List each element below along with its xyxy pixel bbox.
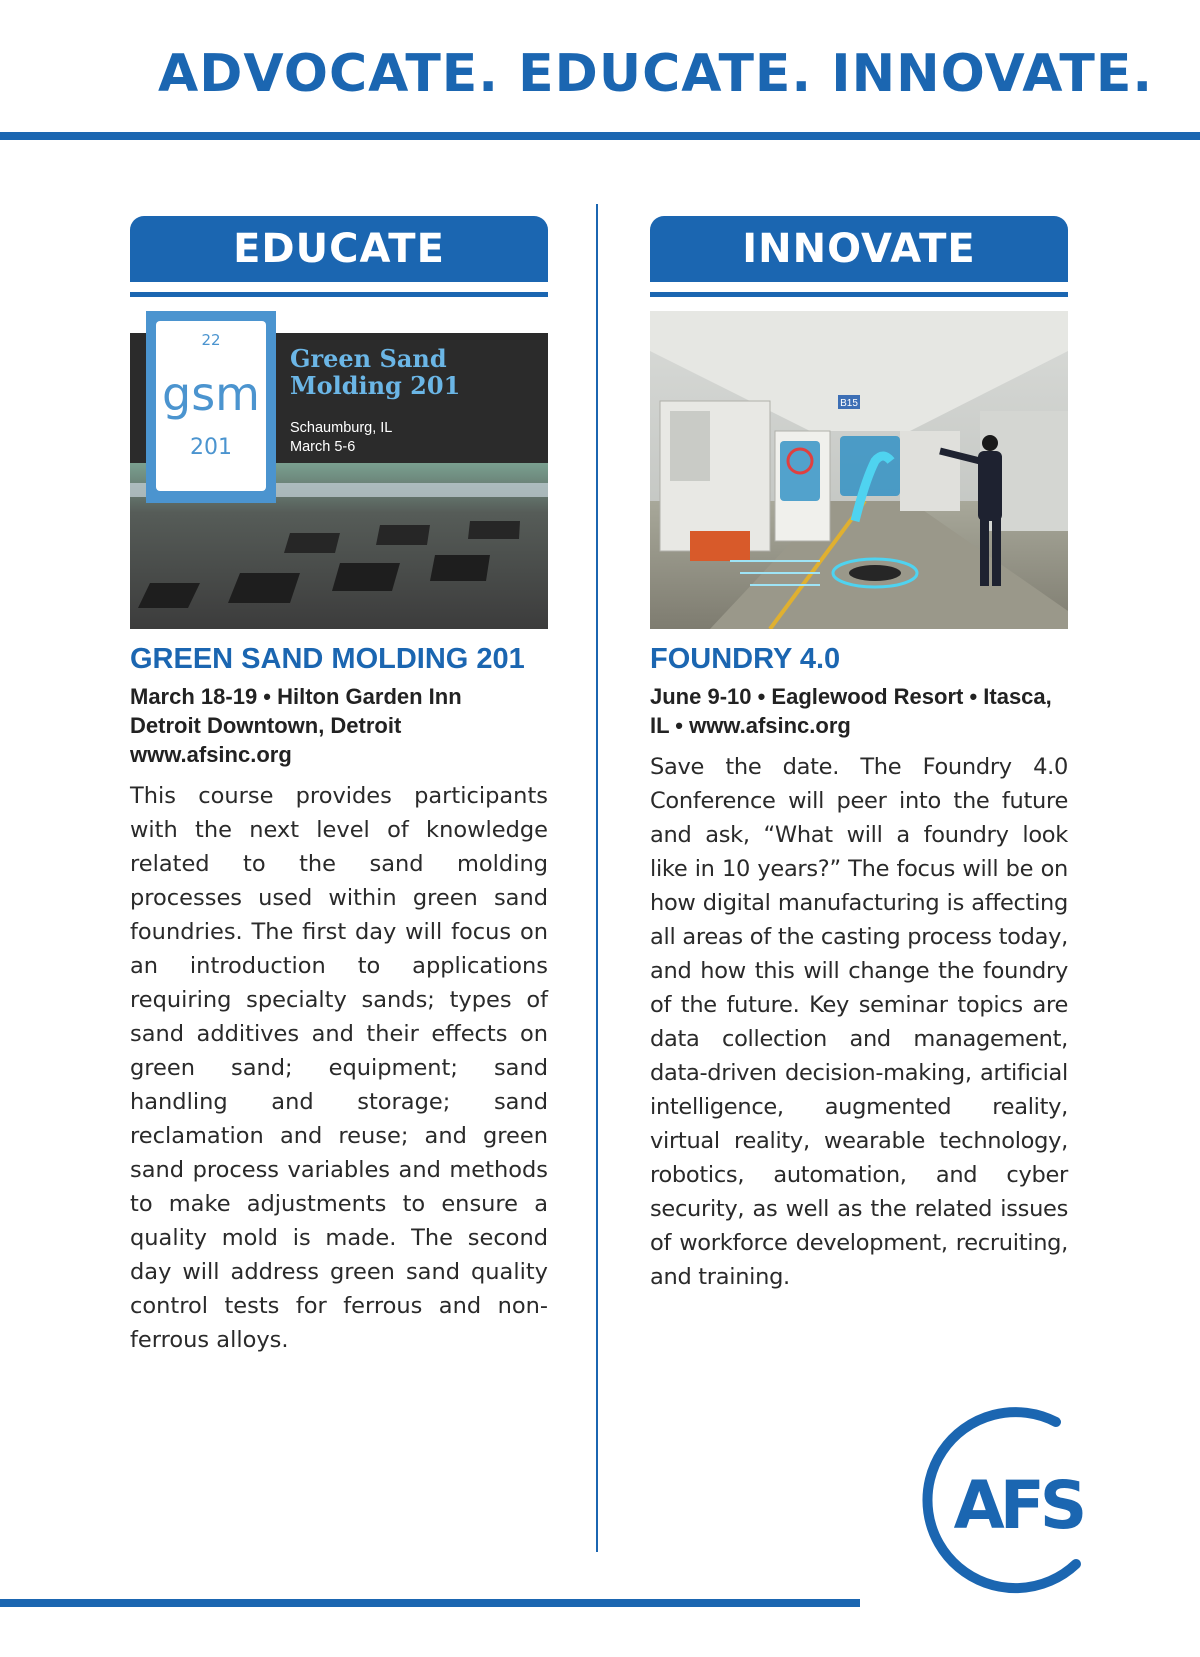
innovate-tab-underline: [650, 292, 1068, 297]
innovate-event-title: FOUNDRY 4.0: [650, 643, 841, 675]
gsm-promo-image: [130, 311, 548, 629]
innovate-column: [650, 216, 1068, 1294]
top-divider: [0, 132, 1200, 140]
innovate-event-details: [650, 682, 1068, 740]
aisle-sign: B15: [840, 398, 858, 409]
educate-event-details: [130, 682, 548, 769]
innovate-tab: INNOVATE: [650, 216, 1068, 282]
afs-logo: [916, 1404, 1106, 1594]
gsm-badge-number: 201: [190, 435, 232, 460]
gsm-badge-year: 22: [201, 331, 221, 349]
educate-tab-underline: [130, 292, 548, 297]
educate-date-venue: March 18-19 • Hilton Garden Inn: [130, 684, 462, 709]
gsm-badge: [146, 311, 276, 503]
educate-website-link[interactable]: www.afsinc.org: [130, 742, 292, 767]
gsm-badge-word: gsm: [162, 367, 260, 421]
educate-description: This course provides participants with the next level of knowledge related to the sand molding processes used within green sand foundries. The first day will focus on an introduction to applications requiring specialty sands; types of sand additives and their effects on green sand; equipment; sand handling and storage; sand reclamation and reuse; and green sand process variables and methods to make adjustments to ensure a quality mold is made. The second day will address green sand quality control tests for ferrous and non-ferrous alloys.: [130, 783, 548, 1353]
educate-location: Detroit Downtown, Detroit: [130, 713, 402, 738]
page-headline: ADVOCATE. EDUCATE. INNOVATE.: [158, 44, 1154, 104]
educate-column: [130, 216, 548, 1357]
educate-event-title: GREEN SAND MOLDING 201: [130, 643, 525, 675]
foundry-ar-photo: [650, 311, 1068, 629]
innovate-location-website[interactable]: IL • www.afsinc.org: [650, 713, 851, 738]
column-divider: [596, 204, 598, 1552]
gsm-promo-title: Green Sand Molding 201: [290, 344, 461, 400]
bottom-divider: [0, 1599, 860, 1607]
svg-text:AFS: AFS: [953, 1467, 1083, 1544]
gsm-promo-location: Schaumburg, IL March 5-6: [290, 420, 393, 455]
innovate-description: Save the date. The Foundry 4.0 Conference will peer into the future and ask, “What will a foundry look like in 10 years?” The focus will be on how digital manufacturing is affecting all areas of the casting process today, and how this will change the foundry of the future. Key seminar topics are data collection and management, data-driven decision-making, artificial intelligence, augmented reality, virtual reality, wearable technology, robotics, automation, and cyber security, as well as the related issues of workforce development, recruiting, and training.: [650, 754, 1068, 1290]
educate-tab: EDUCATE: [130, 216, 548, 282]
innovate-date-venue: June 9-10 • Eaglewood Resort • Itasca,: [650, 684, 1052, 709]
